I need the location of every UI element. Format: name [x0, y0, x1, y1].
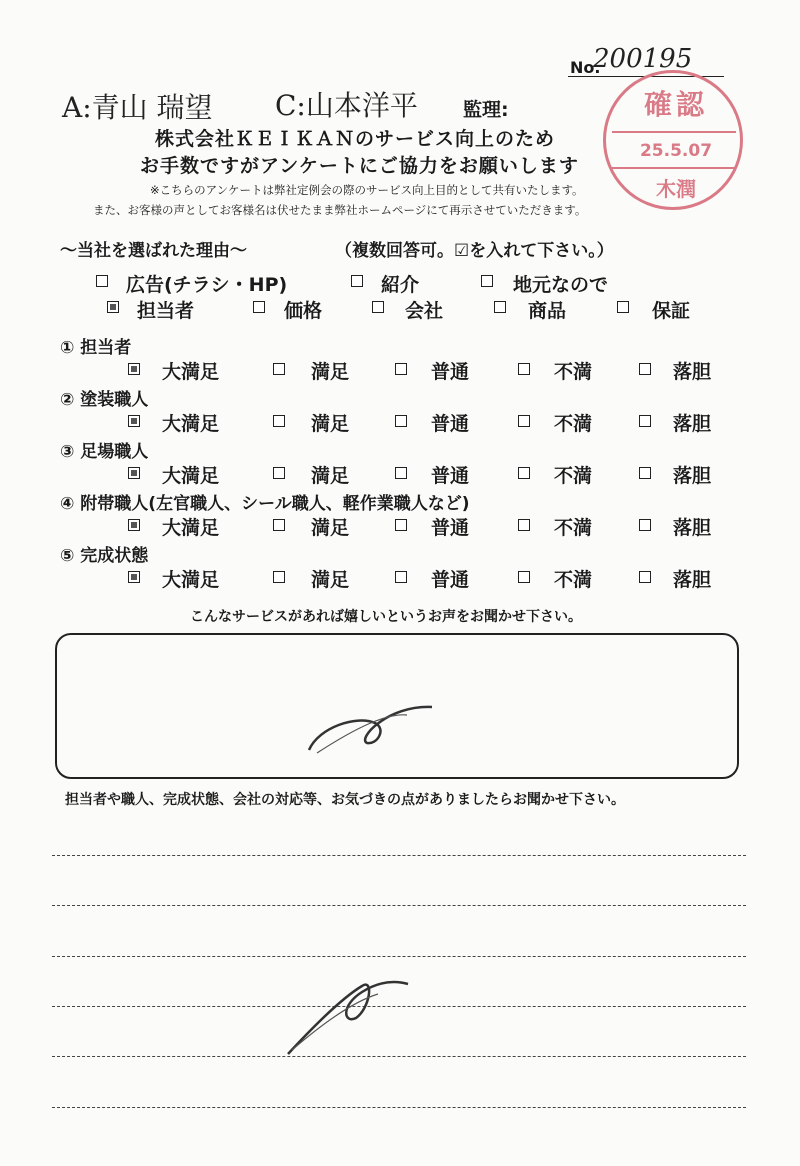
reason-referral-checkbox[interactable]	[351, 275, 363, 287]
question-5-dissatisfied-label: 不満	[554, 569, 593, 591]
serial-number-value: 200195	[593, 44, 693, 74]
question-2-disappointed-label: 落胆	[673, 413, 712, 435]
question-3-satisfied-checkbox[interactable]	[273, 467, 285, 479]
reason-warranty-label: 保証	[652, 300, 691, 322]
reason-product-label: 商品	[528, 300, 567, 322]
reason-company-checkbox[interactable]	[372, 301, 384, 313]
serial-number-label: No.	[570, 58, 601, 77]
stamp-name: 木潤	[656, 177, 696, 201]
title-line-2: お手数ですがアンケートにご協力をお願いします	[140, 155, 579, 177]
reason-local-label: 地元なので	[513, 274, 609, 296]
question-4-dissatisfied-checkbox[interactable]	[518, 519, 530, 531]
scribble-mark	[57, 635, 741, 781]
feedback-prompt: 担当者や職人、完成状態、会社の対応等、お気づきの点がありましたらお聞かせ下さい。	[65, 792, 625, 808]
feedback-line-1[interactable]	[52, 855, 746, 856]
question-5-dissatisfied-checkbox[interactable]	[518, 571, 530, 583]
confirmation-stamp	[603, 70, 743, 210]
question-3-neutral-label: 普通	[431, 465, 470, 487]
question-1-neutral-label: 普通	[431, 361, 470, 383]
question-5-disappointed-checkbox[interactable]	[639, 571, 651, 583]
question-1-title: ① 担当者	[60, 338, 132, 358]
stamp-date: 25.5.07	[639, 141, 713, 161]
title-line-1: 株式会社ＫＥＩＫＡＮのサービス向上のため	[155, 128, 556, 150]
question-4-dissatisfied-label: 不満	[554, 517, 593, 539]
question-5-neutral-label: 普通	[431, 569, 470, 591]
question-2-very-satisfied-checkbox[interactable]	[128, 415, 140, 427]
question-2-satisfied-checkbox[interactable]	[273, 415, 285, 427]
feedback-line-6[interactable]	[52, 1107, 746, 1108]
question-1-very-satisfied-label: 大満足	[162, 361, 220, 383]
scribble-mark-feedback	[282, 968, 422, 1058]
question-1-dissatisfied-checkbox[interactable]	[518, 363, 530, 375]
stamp-divider-bottom	[612, 167, 736, 169]
question-5-title: ⑤ 完成状態	[60, 546, 149, 566]
reason-staff-checkbox[interactable]	[107, 301, 119, 313]
question-4-disappointed-label: 落胆	[673, 517, 712, 539]
question-4-very-satisfied-checkbox[interactable]	[128, 519, 140, 531]
question-2-very-satisfied-label: 大満足	[162, 413, 220, 435]
reason-referral-label: 紹介	[381, 274, 420, 296]
question-3-neutral-checkbox[interactable]	[395, 467, 407, 479]
question-1-dissatisfied-label: 不満	[554, 361, 593, 383]
question-5-neutral-checkbox[interactable]	[395, 571, 407, 583]
feedback-line-3[interactable]	[52, 956, 746, 957]
question-3-dissatisfied-checkbox[interactable]	[518, 467, 530, 479]
question-1-satisfied-label: 満足	[311, 361, 350, 383]
reason-ad-checkbox[interactable]	[96, 275, 108, 287]
question-2-satisfied-label: 満足	[311, 413, 350, 435]
reason-ad-label: 広告(チラシ・HP)	[126, 274, 288, 296]
note-line-2: また、お客様の声としてお客様名は伏せたまま弊社ホームページにて再示させていただきます。	[93, 203, 587, 217]
question-1-neutral-checkbox[interactable]	[395, 363, 407, 375]
question-5-very-satisfied-label: 大満足	[162, 569, 220, 591]
note-line-1: ※こちらのアンケートは弊社定例会の際のサービス向上目的として共有いたします。	[150, 183, 584, 197]
reason-company-label: 会社	[405, 300, 444, 322]
service-request-prompt: こんなサービスがあれば嬉しいというお声をお聞かせ下さい。	[190, 609, 582, 625]
question-2-dissatisfied-checkbox[interactable]	[518, 415, 530, 427]
question-3-satisfied-label: 満足	[311, 465, 350, 487]
question-3-disappointed-checkbox[interactable]	[639, 467, 651, 479]
reasons-title: ～当社を選ばれた理由～	[60, 241, 247, 261]
question-3-very-satisfied-checkbox[interactable]	[128, 467, 140, 479]
question-4-title: ④ 附帯職人(左官職人、シール職人、軽作業職人など)	[60, 494, 470, 514]
reason-local-checkbox[interactable]	[481, 275, 493, 287]
question-5-satisfied-checkbox[interactable]	[273, 571, 285, 583]
question-2-title: ② 塗装職人	[60, 390, 149, 410]
question-2-disappointed-checkbox[interactable]	[639, 415, 651, 427]
reasons-instruction: （複数回答可。☑を入れて下さい。）	[335, 241, 614, 261]
question-3-title: ③ 足場職人	[60, 442, 149, 462]
question-1-satisfied-checkbox[interactable]	[273, 363, 285, 375]
question-1-disappointed-label: 落胆	[673, 361, 712, 383]
reason-price-checkbox[interactable]	[253, 301, 265, 313]
question-3-disappointed-label: 落胆	[673, 465, 712, 487]
handwritten-c-name: C:山本洋平	[275, 89, 418, 122]
question-4-neutral-checkbox[interactable]	[395, 519, 407, 531]
question-2-neutral-checkbox[interactable]	[395, 415, 407, 427]
question-5-disappointed-label: 落胆	[673, 569, 712, 591]
stamp-divider-top	[612, 131, 736, 133]
question-3-very-satisfied-label: 大満足	[162, 465, 220, 487]
question-3-dissatisfied-label: 不満	[554, 465, 593, 487]
supervisor-label: 監理:	[463, 99, 509, 121]
question-4-disappointed-checkbox[interactable]	[639, 519, 651, 531]
stamp-confirm-text: 確認	[643, 88, 708, 121]
reason-staff-label: 担当者	[137, 300, 195, 322]
question-5-satisfied-label: 満足	[311, 569, 350, 591]
reason-warranty-checkbox[interactable]	[617, 301, 629, 313]
question-4-very-satisfied-label: 大満足	[162, 517, 220, 539]
question-1-disappointed-checkbox[interactable]	[639, 363, 651, 375]
service-request-box[interactable]	[55, 633, 739, 779]
reason-product-checkbox[interactable]	[494, 301, 506, 313]
question-1-very-satisfied-checkbox[interactable]	[128, 363, 140, 375]
handwritten-a-name: A:青山 瑞望	[62, 91, 213, 124]
question-5-very-satisfied-checkbox[interactable]	[128, 571, 140, 583]
question-2-dissatisfied-label: 不満	[554, 413, 593, 435]
question-4-neutral-label: 普通	[431, 517, 470, 539]
question-4-satisfied-checkbox[interactable]	[273, 519, 285, 531]
question-2-neutral-label: 普通	[431, 413, 470, 435]
reason-price-label: 価格	[284, 300, 323, 322]
feedback-line-2[interactable]	[52, 905, 746, 906]
question-4-satisfied-label: 満足	[311, 517, 350, 539]
